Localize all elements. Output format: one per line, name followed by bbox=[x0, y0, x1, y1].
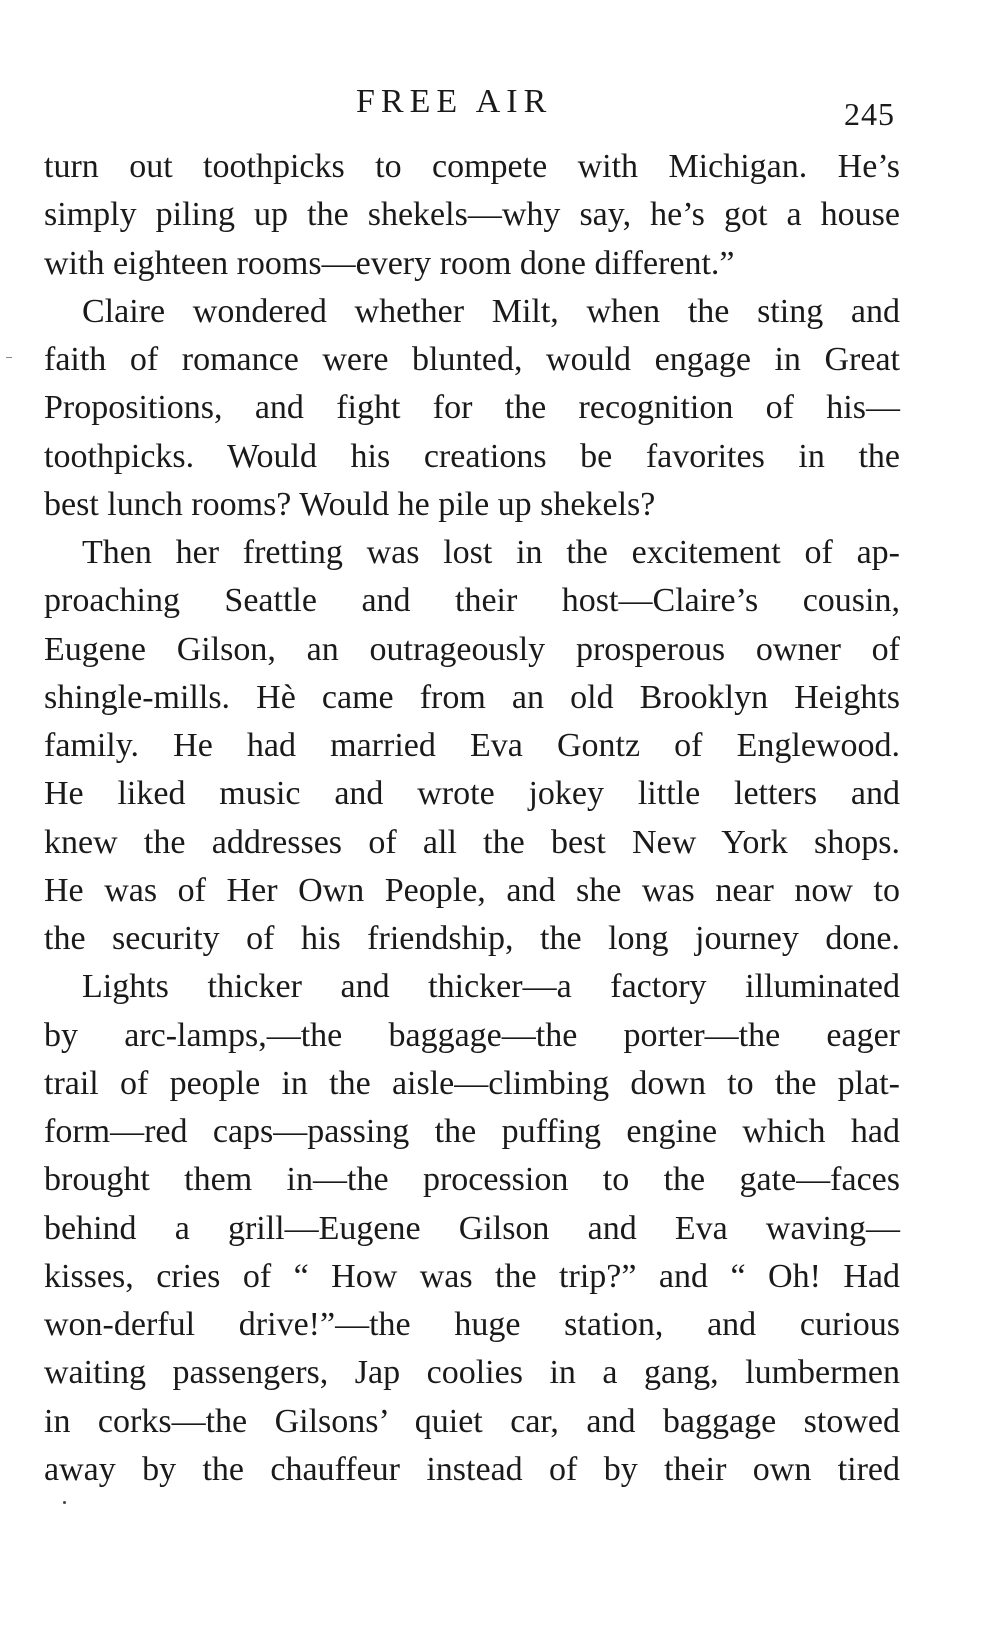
text-line: proaching Seattle and their host—Claire’s cousin, bbox=[44, 582, 900, 620]
text-line: Eugene Gilson, an outrageously prosperous owner of bbox=[44, 630, 900, 668]
text-line: Claire wondered whether Milt, when the sting and bbox=[82, 292, 900, 330]
text-line: by arc-lamps,—the baggage—the porter—the eager bbox=[44, 1016, 900, 1054]
stray-ink-dot bbox=[63, 1501, 66, 1504]
text-line: waiting passengers, Jap coolies in a gang, lumbermen bbox=[44, 1354, 900, 1392]
text-line: with eighteen rooms—every room done different.” bbox=[44, 244, 735, 282]
text-line: form—red caps—passing the puffing engine which had bbox=[44, 1113, 900, 1150]
text-line: behind a grill—Eugene Gilson and Eva waving— bbox=[44, 1209, 900, 1247]
text-line: knew the addresses of all the best New York shops. bbox=[44, 823, 900, 861]
text-line: trail of people in the aisle—climbing down to the plat- bbox=[44, 1064, 900, 1102]
text-line: Propositions, and fight for the recognition of his— bbox=[44, 389, 900, 427]
text-line: Then her fretting was lost in the excitement of ap- bbox=[82, 534, 900, 571]
running-title: FREE AIR bbox=[356, 83, 553, 120]
text-line: away by the chauffeur instead of by their own tired bbox=[44, 1450, 900, 1488]
text-line: in corks—the Gilsons’ quiet car, and baggage stowed bbox=[44, 1402, 900, 1440]
text-line: He liked music and wrote jokey little letters and bbox=[44, 775, 900, 813]
text-line: family. He had married Eva Gontz of Englewood. bbox=[44, 727, 900, 764]
text-line: kisses, cries of “ How was the trip?” and “ Oh! Had bbox=[44, 1257, 900, 1295]
body-text bbox=[44, 143, 900, 1494]
text-line: best lunch rooms? Would he pile up shekels? bbox=[44, 485, 656, 523]
text-line: the security of his friendship, the long journey done. bbox=[44, 920, 900, 957]
page-number: 245 bbox=[844, 96, 895, 132]
text-line: simply piling up the shekels—why say, he’s got a house bbox=[44, 196, 900, 234]
text-line: faith of romance were blunted, would engage in Great bbox=[44, 341, 900, 378]
text-line: brought them in—the procession to the gate—faces bbox=[44, 1161, 900, 1199]
text-line: turn out toothpicks to compete with Michigan. He’s bbox=[44, 148, 900, 185]
text-line: toothpicks. Would his creations be favorites in the bbox=[44, 437, 900, 475]
running-head bbox=[0, 82, 1000, 132]
text-line: shingle-mills. Hè came from an old Brooklyn Heights bbox=[44, 678, 900, 716]
text-line: He was of Her Own People, and she was near now to bbox=[44, 871, 900, 909]
text-line: Lights thicker and thicker—a factory illuminated bbox=[82, 968, 900, 1006]
margin-mark bbox=[6, 357, 12, 358]
text-line: won-derful drive!”—the huge station, and curious bbox=[44, 1306, 900, 1343]
